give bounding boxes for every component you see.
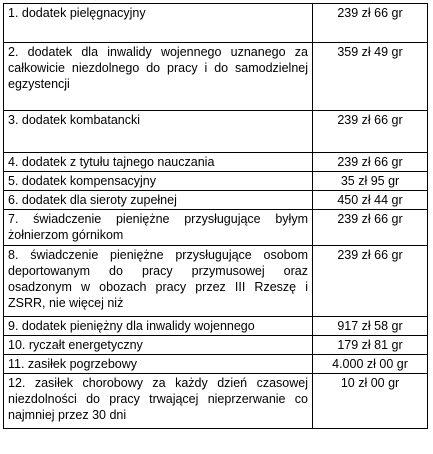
benefit-name: 4. dodatek z tytułu tajnego nauczania: [4, 153, 313, 172]
table-row: [4, 172, 428, 191]
table-row: [4, 111, 428, 153]
table-row: [4, 246, 428, 317]
benefit-amount: 450 zł 44 gr: [313, 191, 428, 210]
table-row: [4, 336, 428, 355]
benefit-amount: 179 zł 81 gr: [313, 336, 428, 355]
benefit-name: 2. dodatek dla inwalidy wojennego uznanego za całkowicie niezdolnego do pracy i do samodzielnej egzystencji: [4, 43, 313, 111]
table-row: [4, 355, 428, 374]
benefit-amount: 35 zł 95 gr: [313, 172, 428, 191]
benefit-name: 7. świadczenie pieniężne przysługujące byłym żołnierzom górnikom: [4, 210, 313, 246]
benefit-name: 12. zasiłek chorobowy za każdy dzień czasowej niezdolności do pracy trwającej nieprzerwanie co najmniej przez 30 dni: [4, 374, 313, 429]
benefit-name: 11. zasiłek pogrzebowy: [4, 355, 313, 374]
benefit-amount: 239 zł 66 gr: [313, 246, 428, 317]
benefits-table-container: [3, 3, 428, 429]
benefit-name: 10. ryczałt energetyczny: [4, 336, 313, 355]
table-row: [4, 43, 428, 111]
table-row: [4, 4, 428, 43]
benefit-name: 5. dodatek kompensacyjny: [4, 172, 313, 191]
table-row: [4, 317, 428, 336]
benefit-amount: 239 zł 66 gr: [313, 153, 428, 172]
benefit-name: 6. dodatek dla sieroty zupełnej: [4, 191, 313, 210]
benefit-amount: 239 zł 66 gr: [313, 210, 428, 246]
table-row: [4, 374, 428, 429]
benefits-table: [3, 3, 428, 429]
table-row: [4, 153, 428, 172]
benefit-name: 9. dodatek pieniężny dla inwalidy wojennego: [4, 317, 313, 336]
benefit-name: 8. świadczenie pieniężne przysługujące osobom deportowanym do pracy przymusowej oraz osadzonym w obozach pracy przez III Rzeszę i ZSRR, nie więcej niż: [4, 246, 313, 317]
table-row: [4, 191, 428, 210]
table-row: [4, 210, 428, 246]
benefit-amount: 4.000 zł 00 gr: [313, 355, 428, 374]
benefit-name: 1. dodatek pielęgnacyjny: [4, 4, 313, 43]
benefit-amount: 917 zł 58 gr: [313, 317, 428, 336]
benefit-amount: 239 zł 66 gr: [313, 4, 428, 43]
benefit-amount: 359 zł 49 gr: [313, 43, 428, 111]
benefit-amount: 10 zł 00 gr: [313, 374, 428, 429]
benefit-amount: 239 zł 66 gr: [313, 111, 428, 153]
benefit-name: 3. dodatek kombatancki: [4, 111, 313, 153]
